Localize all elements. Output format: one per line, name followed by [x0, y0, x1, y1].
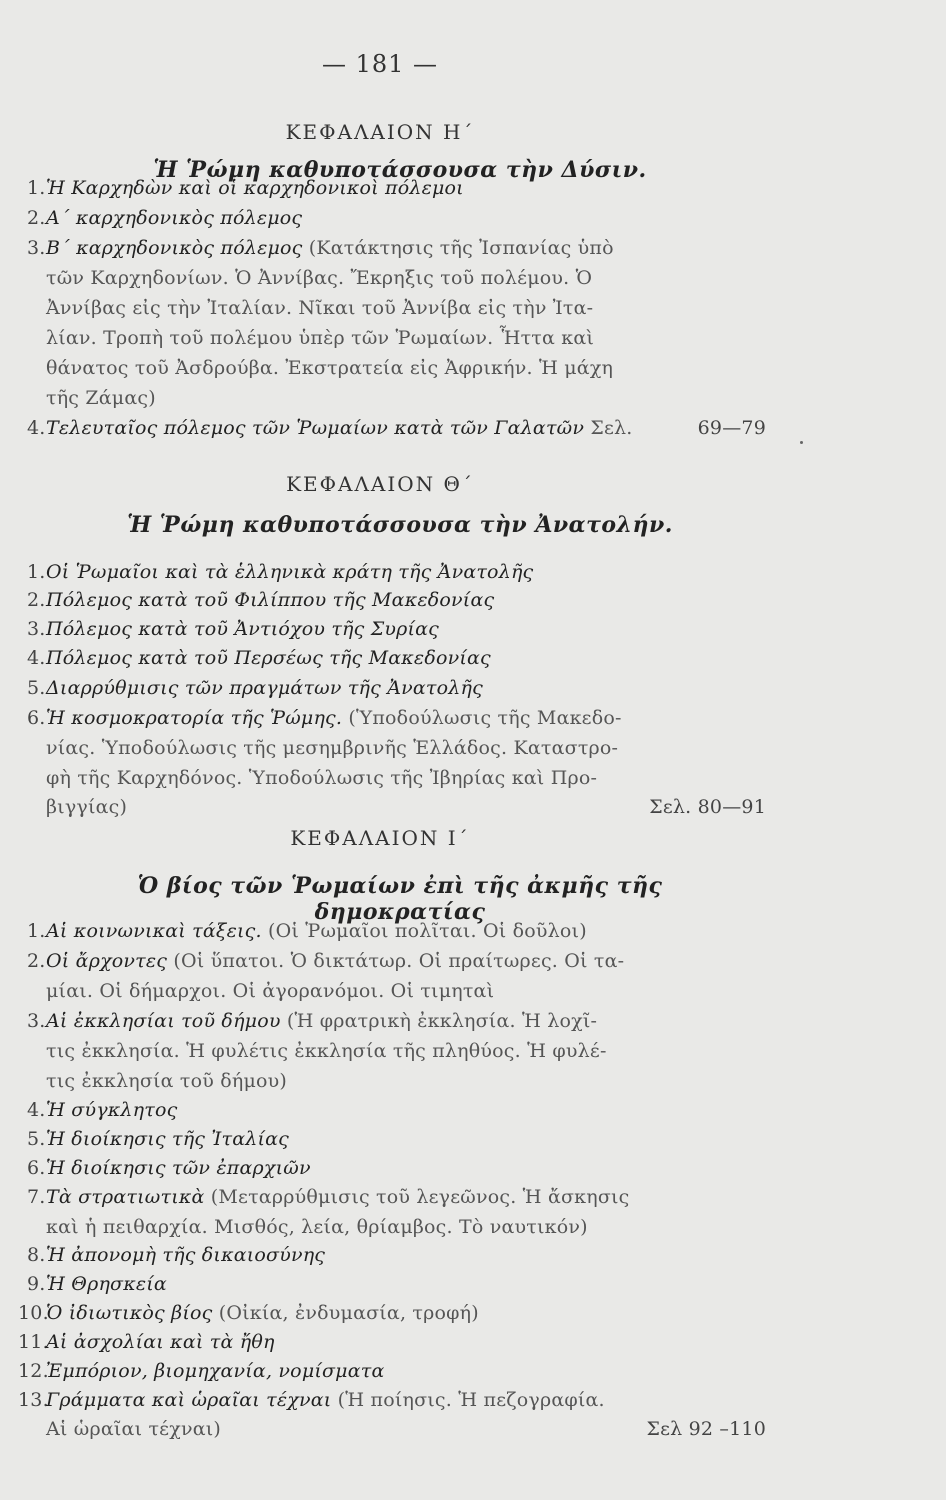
- entry-title: Τὰ στρατιωτικὰ: [46, 1186, 205, 1208]
- entry-number: 6.: [27, 1157, 46, 1179]
- entry-number: 12.: [18, 1360, 49, 1382]
- entry-detail: τῆς Ζάμας): [46, 387, 156, 409]
- page-number: — 181 —: [321, 50, 439, 78]
- entry-detail: (Οἰκία, ἐνδυμασία, τροφή): [212, 1302, 479, 1324]
- chapter-title: Ὁ βίος τῶν Ῥωμαίων ἐπὶ τῆς ἀκμῆς τῆς δημοκρατίας: [137, 873, 663, 925]
- entry-detail: (Ἡ ποίησις. Ἡ πεζογραφία.: [331, 1389, 605, 1411]
- entry-number: 2.: [27, 589, 46, 611]
- entry-detail: (Οἱ Ῥωμαῖοι πολῖται. Οἱ δοῦλοι): [261, 920, 587, 942]
- entry-title: Αἱ κοινωνικαὶ τάξεις.: [46, 920, 262, 942]
- entry-number: 1.: [27, 920, 46, 942]
- entry-number: 4.: [27, 417, 46, 439]
- chapter-title: Ἡ Ῥώμη καθυποτάσσουσα τὴν Δύσιν.: [153, 157, 647, 183]
- entry-title: Πόλεμος κατὰ τοῦ Περσέως τῆς Μακεδονίας: [46, 647, 491, 669]
- entry-title: Γράμματα καὶ ὡραῖαι τέχναι: [46, 1389, 332, 1411]
- entry-detail: (Οἱ ὕπατοι. Ὁ δικτάτωρ. Οἱ πραίτωρες. Οἱ τα-: [167, 950, 625, 972]
- entry-detail: θάνατος τοῦ Ἀσδρούβα. Ἐκστρατεία εἰς Ἀφρικήν. Ἡ μάχη: [46, 357, 614, 379]
- entry-title: Αἱ ἐκκλησίαι τοῦ δήμου: [46, 1010, 281, 1032]
- entry-detail: καὶ ἡ πειθαρχία. Μισθός, λεία, θρίαμβος. Τὸ ναυτικόν): [46, 1216, 588, 1238]
- entry-number: 4.: [27, 647, 46, 669]
- entry-detail: μίαι. Οἱ δήμαρχοι. Οἱ ἀγορανόμοι. Οἱ τιμηταὶ: [46, 980, 495, 1002]
- entry-number: 2.: [27, 207, 46, 229]
- entry-detail: νίας. Ὑποδούλωσις τῆς μεσημβρινῆς Ἑλλάδος. Καταστρο-: [46, 737, 619, 759]
- entry-title: Ἐμπόριον, βιομηχανία, νομίσματα: [46, 1360, 385, 1382]
- chapter-title: Ἡ Ῥώμη καθυποτάσσουσα τὴν Ἀνατολήν.: [127, 512, 673, 538]
- entry-detail: Ἀννίβας εἰς τὴν Ἰταλίαν. Νῖκαι τοῦ Ἀννίβα εἰς τὴν Ἰτα-: [46, 297, 594, 319]
- entry-number: 8.: [27, 1244, 46, 1266]
- toc-entry: [0, 413, 946, 443]
- entry-title: Πόλεμος κατὰ τοῦ Ἀντιόχου τῆς Συρίας: [46, 618, 439, 640]
- entry-title: Διαρρύθμισις τῶν πραγμάτων τῆς Ἀνατολῆς: [46, 677, 483, 699]
- entry-detail: φὴ τῆς Καρχηδόνος. Ὑποδούλωσις τῆς Ἰβηρίας καὶ Προ-: [46, 767, 598, 789]
- entry-title: Ἡ διοίκησις τῶν ἐπαρχιῶν: [46, 1157, 311, 1179]
- entry-detail: λίαν. Τροπὴ τοῦ πολέμου ὑπὲρ τῶν Ῥωμαίων. Ἧττα καὶ: [46, 327, 595, 349]
- toc-entry-continuation: [0, 1414, 946, 1444]
- entry-title: Β΄ καρχηδονικὸς πόλεμος: [46, 237, 303, 259]
- entry-title: Ὁ ἰδιωτικὸς βίος: [46, 1302, 213, 1324]
- entry-detail: (Κατάκτησις τῆς Ἰσπανίας ὑπὸ: [302, 237, 614, 259]
- entry-title: Ἡ κοσμοκρατορία τῆς Ῥώμης.: [46, 707, 343, 729]
- entry-number: 13.: [18, 1389, 49, 1411]
- chapter-heading: ΚΕΦΑΛΑΙΟΝ Ι΄: [290, 826, 470, 850]
- entry-title: Α΄ καρχηδονικὸς πόλεμος: [46, 207, 303, 229]
- entry-title: Πόλεμος κατὰ τοῦ Φιλίππου τῆς Μακεδονίας: [46, 589, 495, 611]
- entry-detail: (Ἡ φρατρικὴ ἐκκλησία. Ἡ λοχῖ-: [280, 1010, 598, 1032]
- stray-mark: [800, 441, 803, 444]
- entry-number: 3.: [27, 237, 46, 259]
- chapter-heading: ΚΕΦΑΛΑΙΟΝ Θ΄: [286, 472, 474, 496]
- toc-entry-continuation: [0, 792, 946, 822]
- entry-number: 7.: [27, 1186, 46, 1208]
- entry-number: 3.: [27, 1010, 46, 1032]
- entry-title: Ἡ ἀπονομὴ τῆς δικαιοσύνης: [46, 1244, 326, 1266]
- entry-detail: τις ἐκκλησία τοῦ δήμου): [46, 1070, 288, 1092]
- entry-number: 2.: [27, 950, 46, 972]
- entry-number: 3.: [27, 618, 46, 640]
- page-range: Σελ 92 –110: [646, 1418, 766, 1440]
- entry-number: 6.: [27, 707, 46, 729]
- entry-detail: τῶν Καρχηδονίων. Ὁ Ἀννίβας. Ἔκρηξις τοῦ πολέμου. Ὁ: [46, 267, 593, 289]
- entry-title: Οἱ ἄρχοντες: [46, 950, 168, 972]
- entry-title: Ἡ Θρησκεία: [46, 1273, 167, 1295]
- chapter-heading: ΚΕΦΑΛΑΙΟΝ Η΄: [285, 120, 475, 144]
- entry-title: Τελευταῖος πόλεμος τῶν Ῥωμαίων κατὰ τῶν Γαλατῶν: [46, 417, 585, 439]
- entry-number: 5.: [27, 677, 46, 699]
- entry-title: Οἱ Ῥωμαῖοι καὶ τὰ ἑλληνικὰ κράτη τῆς Ἀνατολῆς: [46, 561, 534, 583]
- page-range: Σελ. 80—91: [649, 796, 766, 818]
- entry-title: Ἡ Καρχηδὼν καὶ οἱ καρχηδονικοὶ πόλεμοι: [46, 177, 464, 199]
- entry-title: Ἡ σύγκλητος: [46, 1099, 178, 1121]
- entry-detail: (Μεταρρύθμισις τοῦ λεγεῶνος. Ἡ ἄσκησις: [204, 1186, 630, 1208]
- entry-number: 1.: [27, 561, 46, 583]
- entry-title: Ἡ διοίκησις τῆς Ἰταλίας: [46, 1128, 289, 1150]
- entry-detail: (Ὑποδούλωσις τῆς Μακεδο-: [342, 707, 622, 729]
- entry-detail: τις ἐκκλησία. Ἡ φυλέτις ἐκκλησία τῆς πληθύος. Ἡ φυλέ-: [46, 1040, 607, 1062]
- page-range: 69—79: [697, 417, 766, 439]
- entry-number: 1.: [27, 177, 46, 199]
- entry-number: 10.: [18, 1302, 49, 1324]
- entry-number: 11.: [18, 1331, 49, 1353]
- entry-detail: Αἱ ὡραῖαι τέχναι): [46, 1418, 221, 1440]
- entry-number: 5.: [27, 1128, 46, 1150]
- entry-title: Αἱ ἀσχολίαι καὶ τὰ ἤθη: [46, 1331, 275, 1353]
- entry-number: 9.: [27, 1273, 46, 1295]
- entry-number: 4.: [27, 1099, 46, 1121]
- entry-detail: βιγγίας): [46, 796, 128, 818]
- entry-detail: Σελ.: [584, 417, 633, 439]
